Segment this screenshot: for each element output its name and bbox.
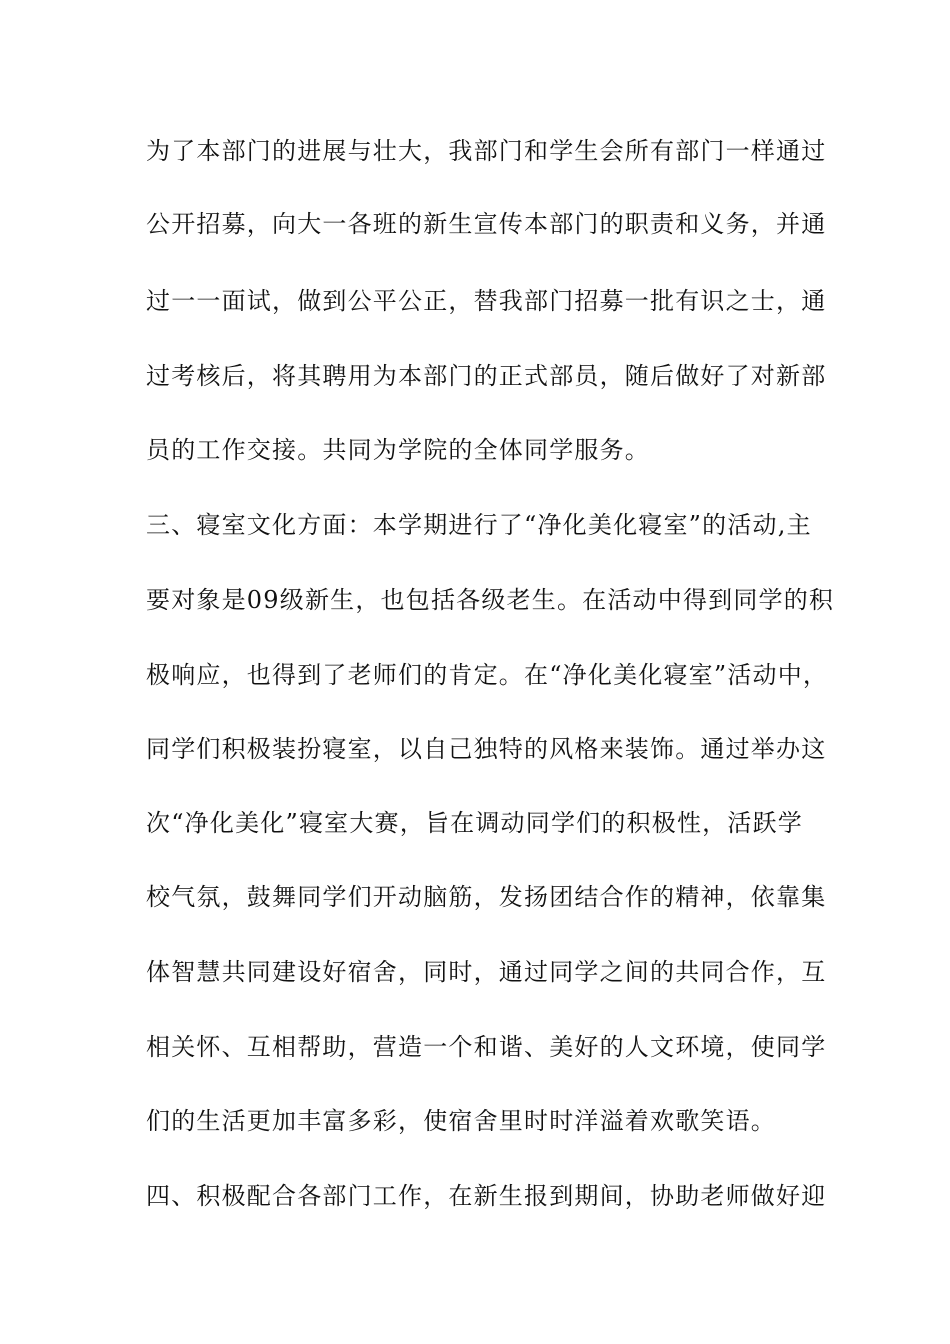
text-line-12: 体智慧共同建设好宿舍，同时，通过同学之间的共同合作，互 <box>146 958 827 986</box>
text-line-14: 们的生活更加丰富多彩，使宿舍里时时洋溢着欢歌笑语。 <box>146 1107 776 1135</box>
text-line-11: 校气氛，鼓舞同学们开动脑筋，发扬团结合作的精神，依靠集 <box>146 883 827 911</box>
text-line-10: 次“净化美化”寝室大赛，旨在调动同学们的积极性，活跃学 <box>146 809 803 837</box>
text-line-2: 公开招募，向大一各班的新生宣传本部门的职责和义务，并通 <box>146 210 827 238</box>
text-line-1: 为了本部门的进展与壮大，我部门和学生会所有部门一样通过 <box>146 137 827 165</box>
text-line-4: 过考核后，将其聘用为本部门的正式部员，随后做好了对新部 <box>146 362 827 390</box>
text-line-15: 四、积极配合各部门工作，在新生报到期间，协助老师做好迎 <box>146 1182 827 1210</box>
text-line-9: 同学们积极装扮寝室，以自己独特的风格来装饰。通过举办这 <box>146 735 827 763</box>
text-line-6: 三、寝室文化方面：本学期进行了“净化美化寝室”的活动,主 <box>146 511 812 539</box>
text-line-5: 员的工作交接。共同为学院的全体同学服务。 <box>146 436 650 464</box>
text-line-8: 极响应，也得到了老师们的肯定。在“净化美化寝室”活动中， <box>146 661 829 689</box>
text-line-3: 过一一面试，做到公平公正，替我部门招募一批有识之士，通 <box>146 287 827 315</box>
text-line-13: 相关怀、互相帮助，营造一个和谐、美好的人文环境，使同学 <box>146 1033 827 1061</box>
text-line-7: 要对象是09级新生，也包括各级老生。在活动中得到同学的积 <box>146 586 835 614</box>
